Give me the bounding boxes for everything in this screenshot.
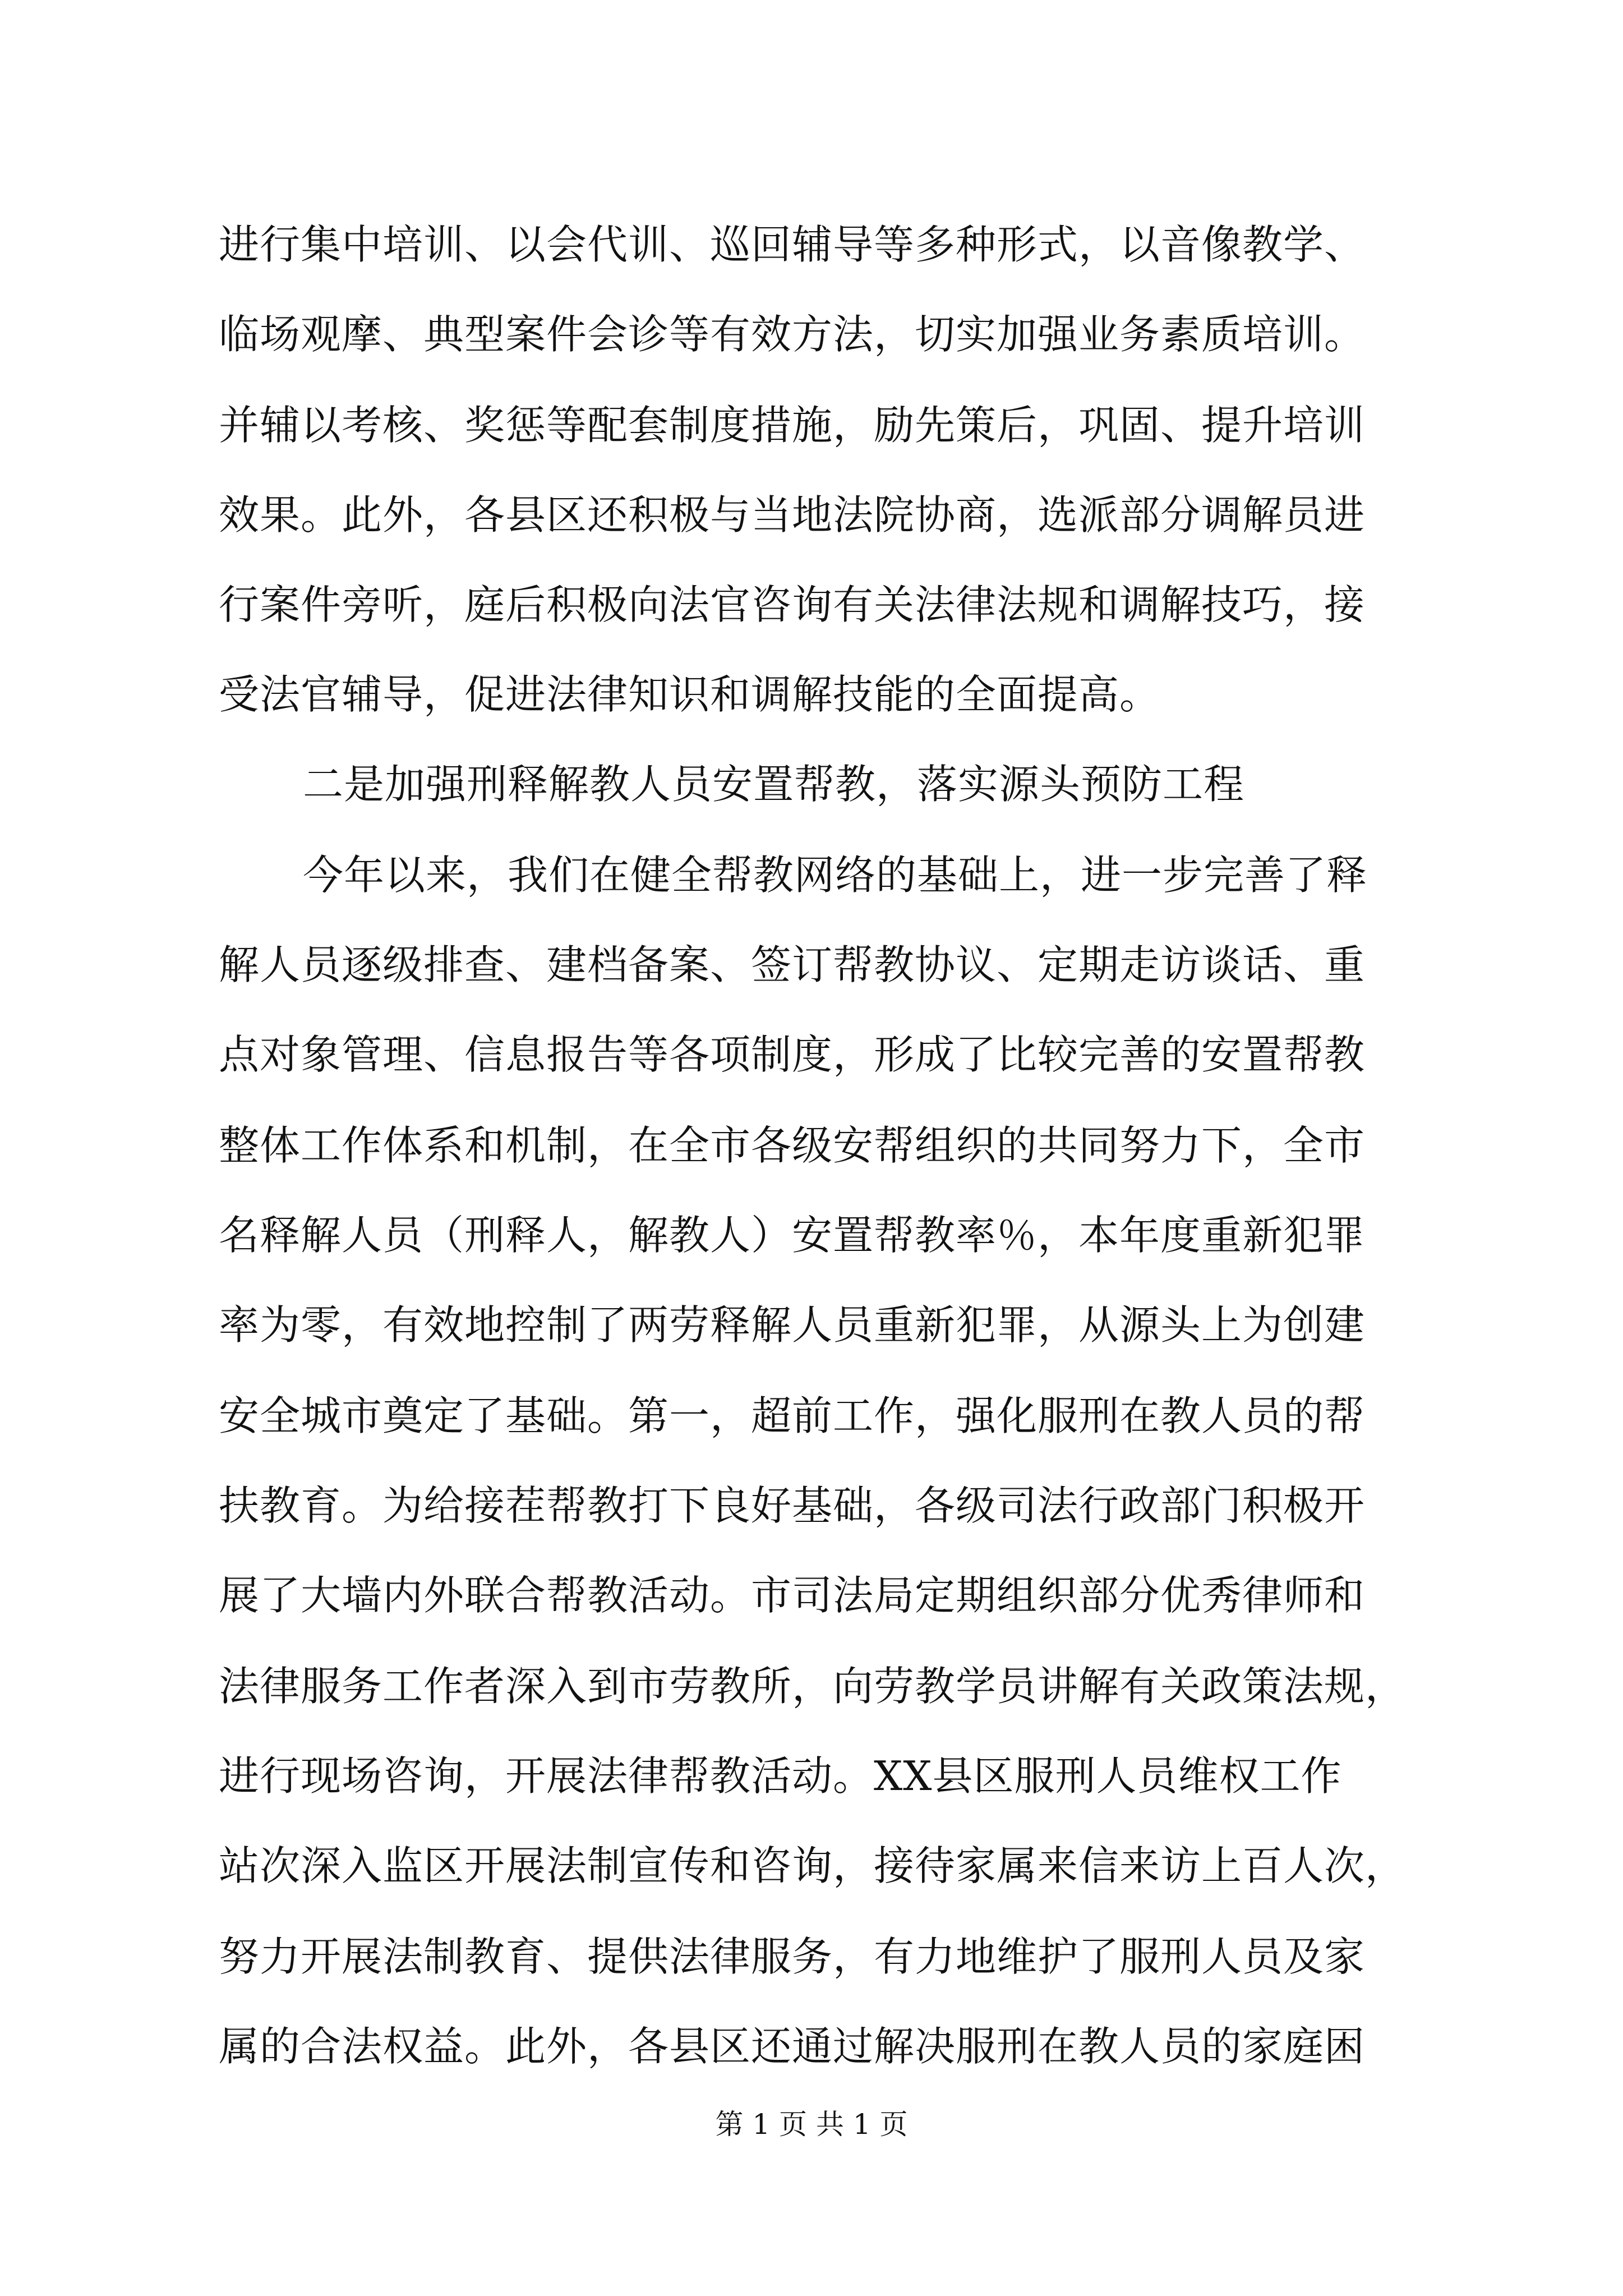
- text-line-14: 安全城市奠定了基础。第一，超前工作，强化服刑在教人员的帮: [219, 1392, 1366, 1439]
- text-line-6: 受法官辅导，促进法律知识和调解技能的全面提高。: [219, 671, 1161, 718]
- text-line-16: 展了大墙内外联合帮教活动。市司法局定期组织部分优秀律师和: [219, 1572, 1366, 1619]
- text-line-3: 并辅以考核、奖惩等配套制度措施，励先策后，巩固、提升培训: [219, 402, 1366, 449]
- text-line-17: 法律服务工作者深入到市劳教所，向劳教学员讲解有关政策法规，: [219, 1663, 1407, 1710]
- page-number-footer: 第 1 页 共 1 页: [715, 2108, 908, 2141]
- section-heading: 二是加强刑释解教人员安置帮教，落实源头预防工程: [303, 761, 1245, 808]
- text-line-5: 行案件旁听，庭后积极向法官咨询有关法律法规和调解技巧，接: [219, 581, 1366, 628]
- text-line-10: 点对象管理、信息报告等各项制度，形成了比较完善的安置帮教: [219, 1031, 1366, 1078]
- text-line-1: 进行集中培训、以会代训、巡回辅导等多种形式，以音像教学、: [219, 221, 1366, 268]
- text-line-21: 属的合法权益。此外，各县区还通过解决服刑在教人员的家庭困: [219, 2023, 1366, 2070]
- text-line-9: 解人员逐级排查、建档备案、签订帮教协议、定期走访谈话、重: [219, 941, 1366, 988]
- text-line-13: 率为零，有效地控制了两劳释解人员重新犯罪，从源头上为创建: [219, 1301, 1366, 1349]
- text-line-20: 努力开展法制教育、提供法律服务，有力地维护了服刑人员及家: [219, 1933, 1366, 1980]
- text-line-2: 临场观摩、典型案件会诊等有效方法，切实加强业务素质培训。: [219, 311, 1366, 358]
- text-line-11: 整体工作体系和机制，在全市各级安帮组织的共同努力下，全市: [219, 1122, 1366, 1169]
- text-line-4: 效果。此外，各县区还积极与当地法院协商，选派部分调解员进: [219, 491, 1366, 539]
- text-line-19: 站次深入监区开展法制宣传和咨询，接待家属来信来访上百人次，: [219, 1842, 1407, 1889]
- text-line-18: 进行现场咨询，开展法律帮教活动。XX县区服刑人员维权工作: [219, 1752, 1342, 1800]
- text-line-12: 名释解人员（刑释人，解教人）安置帮教率％，本年度重新犯罪: [219, 1212, 1366, 1259]
- text-line-15: 扶教育。为给接茬帮教打下良好基础，各级司法行政部门积极开: [219, 1482, 1366, 1529]
- text-line-8: 今年以来，我们在健全帮教网络的基础上，进一步完善了释: [303, 852, 1368, 899]
